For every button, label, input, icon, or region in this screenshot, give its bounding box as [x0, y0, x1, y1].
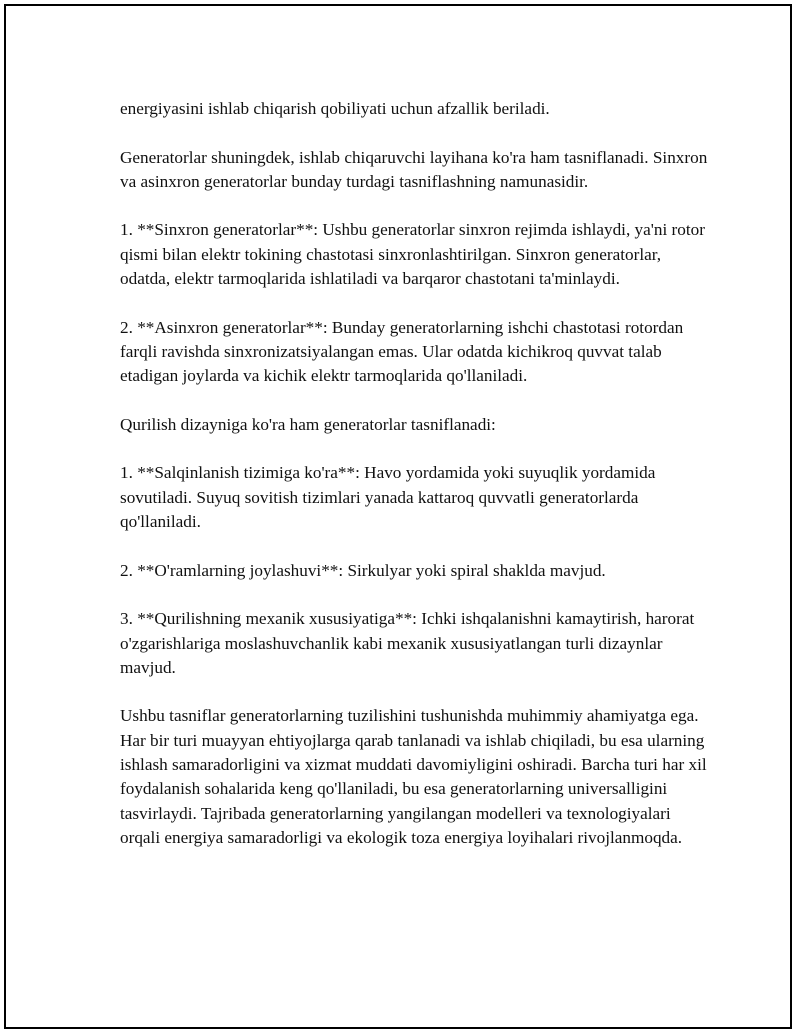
paragraph-continuation: energiyasini ishlab chiqarish qobiliyati uchun afzallik beriladi. — [120, 99, 550, 118]
page-frame — [4, 4, 792, 1029]
paragraph-asynchronous-generators: 2. **Asinxron generatorlar**: Bunday generatorlarning ishchi chastotasi rotordan farqli ravishda sinxronizatsiyalangan emas. Ular odatda kichikroq quvvat talab etadigan joylarda va kichik elektr tarmoqlarida qo'llaniladi. — [120, 317, 684, 386]
paragraph-mechanical-features: 3. **Qurilishning mexanik xususiyatiga**: Ichki ishqalanishni kamaytirish, harorat o'zgarishlariga moslashuvchanlik kabi mexanik xususiyatlangan turli dizaynlar mavjud. — [120, 609, 695, 677]
paragraph-classification-intro: Generatorlar shuningdek, ishlab chiqaruvchi layihana ko'ra ham tasniflanadi. Sinxron va asinxron generatorlar bunday turdagi tasniflashning namunasidir. — [120, 147, 708, 191]
paragraph-design-classification: Qurilish dizayniga ko'ra ham generatorlar tasniflanadi: — [120, 414, 496, 434]
paragraph-synchronous-generators: 1. **Sinxron generatorlar**: Ushbu generatorlar sinxron rejimda ishlaydi, ya'ni rotor qismi bilan elektr tokining chastotasi sinxronlashtirilgan. Sinxron generatorlar, odatda, elektr tarmoqlarida ishlatiladi va barqaror chastotani ta'minlaydi. — [120, 220, 705, 289]
paragraph-cooling-system: 1. **Salqinlanish tizimiga ko'ra**: Havo yordamida yoki suyuqlik yordamida sovutiladi. Suyuq sovitish tizimlari yanada kattaroq quvvatli generatorlarda qo'llaniladi. — [120, 463, 656, 532]
document-body — [120, 97, 710, 875]
paragraph-winding-arrangement: 2. **O'ramlarning joylashuvi**: Sirkulyar yoki spiral shaklda mavjud. — [120, 560, 606, 580]
paragraph-conclusion: Ushbu tasniflar generatorlarning tuzilishini tushunishda muhimmiy ahamiyatga ega. Har bir turi muayyan ehtiyojlarga qarab tanlanadi va ishlab chiqiladi, bu esa ularning ishlash samaradorligini va xizmat muddati davomiyligini oshiradi. Barcha turi har xil foydalanish sohalarida keng qo'llaniladi, bu esa generatorlarning universalligini tasvirlaydi. Tajribada generatorlarning yangilangan modelleri va texnologiyalari orqali energiya samaradorligi va ekologik toza energiya loyihalari rivojlanmoqda. — [120, 706, 707, 847]
